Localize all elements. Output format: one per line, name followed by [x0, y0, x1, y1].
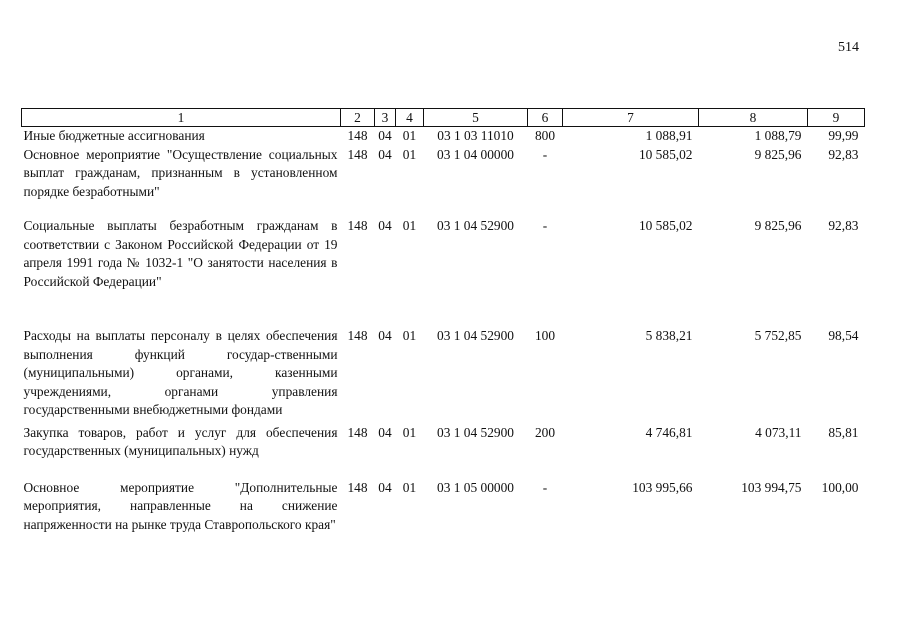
- header-col-3: 3: [375, 109, 396, 127]
- row-col8-value: 5 752,85: [754, 328, 802, 343]
- row-section-code: 04: [378, 218, 392, 233]
- header-col-9: 9: [808, 109, 865, 127]
- row-target-code: 03 1 04 00000: [437, 146, 514, 162]
- table-row: [22, 146, 865, 202]
- row-section-code: 04: [378, 424, 392, 440]
- table-row: [22, 217, 865, 291]
- table-row: [22, 127, 865, 146]
- row-col9-percent: 98,54: [828, 328, 859, 343]
- row-col7-value: 1 088,91: [645, 128, 693, 143]
- row-expense-type: -: [542, 218, 548, 233]
- row-name: Расходы на выплаты персоналу в целях обеспечения выполнения функций государ-ственными (муниципальными) органами, казенными учреждениями, органами управления государственными внебюджетными фондами: [23, 328, 338, 417]
- row-name: Основное мероприятие "Дополнительные мероприятия, направленные на снижение напряженности на рынке труда Ставропольского края": [23, 479, 338, 532]
- table-row: [22, 327, 865, 420]
- row-col8-value: 103 994,75: [741, 479, 802, 495]
- row-col9-percent: 92,83: [828, 218, 859, 233]
- table-row: [22, 424, 865, 461]
- row-section-code: 04: [378, 479, 392, 495]
- row-col8-value: 9 825,96: [754, 146, 802, 162]
- header-col-1: 1: [22, 109, 341, 127]
- row-subsection-code: 01: [402, 146, 417, 162]
- row-ministry-code: 148: [347, 128, 368, 143]
- budget-table: [21, 108, 865, 534]
- row-target-code: 03 1 04 52900: [437, 328, 514, 343]
- row-subsection-code: 01: [402, 424, 417, 440]
- row-subsection-code: 01: [402, 128, 417, 143]
- header-col-2: 2: [341, 109, 375, 127]
- row-ministry-code: 148: [347, 328, 368, 343]
- row-ministry-code: 148: [347, 218, 368, 233]
- page-number: 514: [838, 40, 859, 55]
- row-ministry-code: 148: [347, 424, 368, 440]
- row-subsection-code: 01: [402, 218, 417, 233]
- header-col-5: 5: [424, 109, 528, 127]
- row-col8-value: 9 825,96: [754, 218, 802, 233]
- header-col-6: 6: [528, 109, 563, 127]
- row-section-code: 04: [378, 328, 392, 343]
- row-target-code: 03 1 05 00000: [437, 479, 514, 495]
- row-col9-percent: 92,83: [828, 146, 859, 162]
- row-name: Социальные выплаты безработным гражданам в соответствии с Законом Российской Федерации от 19 апреля 1991 года № 1032-1 "О занятости населения в Российской Федерации": [23, 218, 338, 289]
- row-col8-value: 4 073,11: [755, 424, 802, 440]
- row-target-code: 03 1 04 52900: [437, 424, 514, 440]
- row-col7-value: 10 585,02: [638, 218, 693, 233]
- row-ministry-code: 148: [347, 146, 368, 162]
- header-col-4: 4: [396, 109, 424, 127]
- row-col7-value: 5 838,21: [645, 328, 693, 343]
- row-subsection-code: 01: [402, 479, 417, 495]
- row-name: Иные бюджетные ассигнования: [23, 128, 205, 143]
- row-col9-percent: 85,81: [828, 424, 859, 440]
- row-expense-type: -: [542, 146, 548, 162]
- row-section-code: 04: [378, 128, 392, 143]
- row-target-code: 03 1 04 52900: [437, 218, 514, 233]
- row-col8-value: 1 088,79: [754, 128, 802, 143]
- header-row: [22, 109, 865, 127]
- row-col9-percent: 100,00: [821, 479, 859, 495]
- row-col7-value: 4 746,81: [645, 424, 693, 440]
- row-name: Закупка товаров, работ и услуг для обеспечения государственных (муниципальных) нужд: [23, 424, 338, 458]
- row-col9-percent: 99,99: [828, 128, 859, 143]
- row-expense-type: -: [542, 479, 548, 495]
- row-col7-value: 103 995,66: [632, 479, 693, 495]
- row-ministry-code: 148: [347, 479, 368, 495]
- row-name: Основное мероприятие "Осуществление социальных выплат гражданам, признанным в установленном порядке безработными": [23, 146, 338, 199]
- header-col-7: 7: [563, 109, 699, 127]
- row-target-code: 03 1 03 11010: [437, 128, 514, 143]
- row-section-code: 04: [378, 146, 392, 162]
- row-col7-value: 10 585,02: [638, 146, 693, 162]
- table-row: [22, 479, 865, 535]
- header-col-8: 8: [699, 109, 808, 127]
- row-expense-type: 200: [534, 424, 556, 440]
- row-expense-type: 800: [534, 128, 556, 143]
- row-expense-type: 100: [534, 328, 556, 343]
- row-subsection-code: 01: [402, 328, 417, 343]
